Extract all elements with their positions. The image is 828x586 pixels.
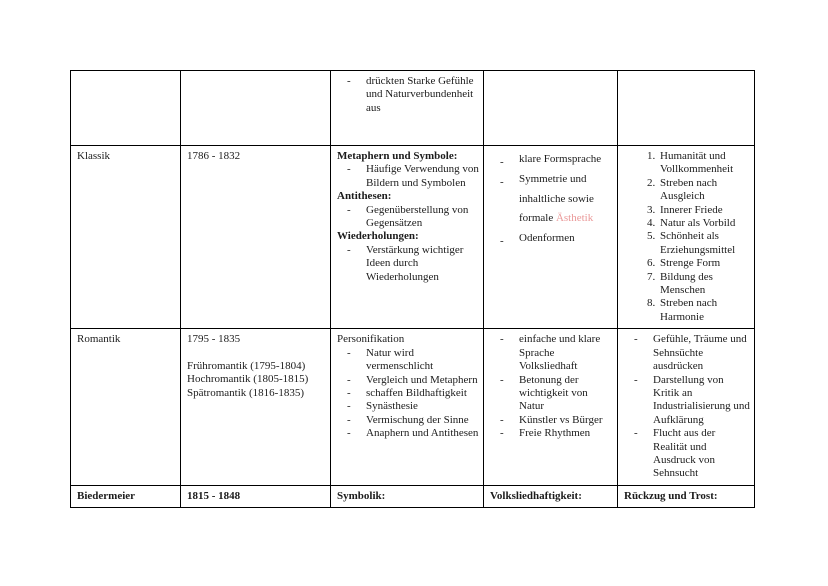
- epoch-period: 1815 - 1848: [187, 489, 241, 502]
- epoch-name: Romantik: [77, 333, 121, 346]
- language-cell: [484, 329, 618, 485]
- empty-cell: [181, 71, 331, 146]
- theme-item: 3. Innerer Friede: [658, 204, 750, 217]
- language-cell: [484, 146, 618, 329]
- theme-item: 7. Bildung des Menschen: [658, 271, 750, 298]
- device-bullet: - Natur wird vermenschlicht: [337, 347, 479, 374]
- themes-list: [624, 150, 750, 324]
- language-bullet: - Künstler vs Bürger: [490, 414, 613, 427]
- language-bullet: [490, 170, 613, 229]
- device-heading: Antithesen:: [337, 190, 392, 203]
- language-bullet: - klare Formsprache: [490, 150, 613, 170]
- device-title: Personifikation: [337, 333, 405, 346]
- row-romantik: [71, 329, 755, 485]
- period-cell: [181, 485, 331, 507]
- device-bullet: - drückten Starke Gefühle und Naturverbundenheit aus: [337, 75, 479, 115]
- theme-item: 4. Natur als Vorbild: [658, 217, 750, 230]
- epochs-table: [70, 70, 755, 508]
- epoch-cell: [71, 146, 181, 329]
- epoch-period: 1786 - 1832: [187, 150, 241, 162]
- row-continuation: [71, 71, 755, 146]
- device-heading: Symbolik:: [337, 489, 386, 502]
- theme-item: 2. Streben nach Ausgleich: [658, 177, 750, 204]
- language-bullet: - Freie Rhythmen: [490, 427, 613, 440]
- language-bullet-text: Symmetrie und inhaltliche sowie formale: [519, 172, 594, 225]
- theme-item: 6. Strenge Form: [658, 257, 750, 270]
- language-bullet: - Odenformen: [490, 229, 613, 249]
- empty-cell: [618, 71, 755, 146]
- device-bullet: - Vergleich und Metaphern: [337, 374, 479, 387]
- themes-heading: Rückzug und Trost:: [624, 489, 718, 502]
- theme-bullet: - Darstellung von Kritik an Industrialisierung und Aufklärung: [624, 374, 750, 428]
- device-bullet: - Häufige Verwendung von Bildern und Symbolen: [337, 163, 479, 190]
- devices-cell: [331, 485, 484, 507]
- theme-bullet: - Gefühle, Träume und Sehnsüchte ausdrücken: [624, 333, 750, 373]
- epoch-cell: [71, 485, 181, 507]
- devices-cell: [331, 329, 484, 485]
- period-cell: [181, 146, 331, 329]
- language-cell: [484, 485, 618, 507]
- device-bullet: - Anaphern und Antithesen: [337, 427, 479, 440]
- device-heading: Metaphern und Symbole:: [337, 150, 458, 162]
- row-biedermeier: [71, 485, 755, 507]
- highlight-text: Ästhetik: [555, 212, 594, 225]
- epoch-name: Klassik: [77, 150, 110, 162]
- language-bullet: - Betonung der wichtigkeit von Natur: [490, 374, 613, 414]
- device-bullet: - schaffen Bildhaftigkeit: [337, 387, 479, 400]
- theme-item: 5. Schönheit als Erziehungsmittel: [658, 230, 750, 257]
- theme-bullet: - Flucht aus der Realität und Ausdruck von Sehnsucht: [624, 427, 750, 481]
- devices-cell: [331, 146, 484, 329]
- empty-cell: [71, 71, 181, 146]
- epoch-cell: [71, 329, 181, 485]
- devices-cell: [331, 71, 484, 146]
- language-bullet: - einfache und klare Sprache Volksliedhaft: [490, 333, 613, 373]
- themes-cell: [618, 146, 755, 329]
- device-bullet: - Vermischung der Sinne: [337, 414, 479, 427]
- epoch-name: Biedermeier: [77, 489, 136, 502]
- device-bullet: - Verstärkung wichtiger Ideen durch Wiederholungen: [337, 244, 479, 284]
- sub-period: Spätromantik (1816-1835): [187, 386, 305, 399]
- sub-period: Frühromantik (1795-1804): [187, 359, 306, 372]
- period-cell: [181, 329, 331, 485]
- device-heading: Wiederholungen:: [337, 230, 419, 243]
- theme-item: 1. Humanität und Vollkommenheit: [658, 150, 750, 177]
- device-bullet: - Gegenüberstellung von Gegensätzen: [337, 204, 479, 231]
- themes-cell: [618, 485, 755, 507]
- theme-item: 8. Streben nach Harmonie: [658, 297, 750, 324]
- language-heading: Volksliedhaftigkeit:: [490, 489, 582, 502]
- themes-cell: [618, 329, 755, 485]
- row-klassik: [71, 146, 755, 329]
- epoch-period: 1795 - 1835: [187, 333, 241, 346]
- empty-cell: [484, 71, 618, 146]
- device-bullet: - Synästhesie: [337, 400, 479, 413]
- sub-period: Hochromantik (1805-1815): [187, 373, 309, 386]
- sub-periods: [187, 360, 326, 400]
